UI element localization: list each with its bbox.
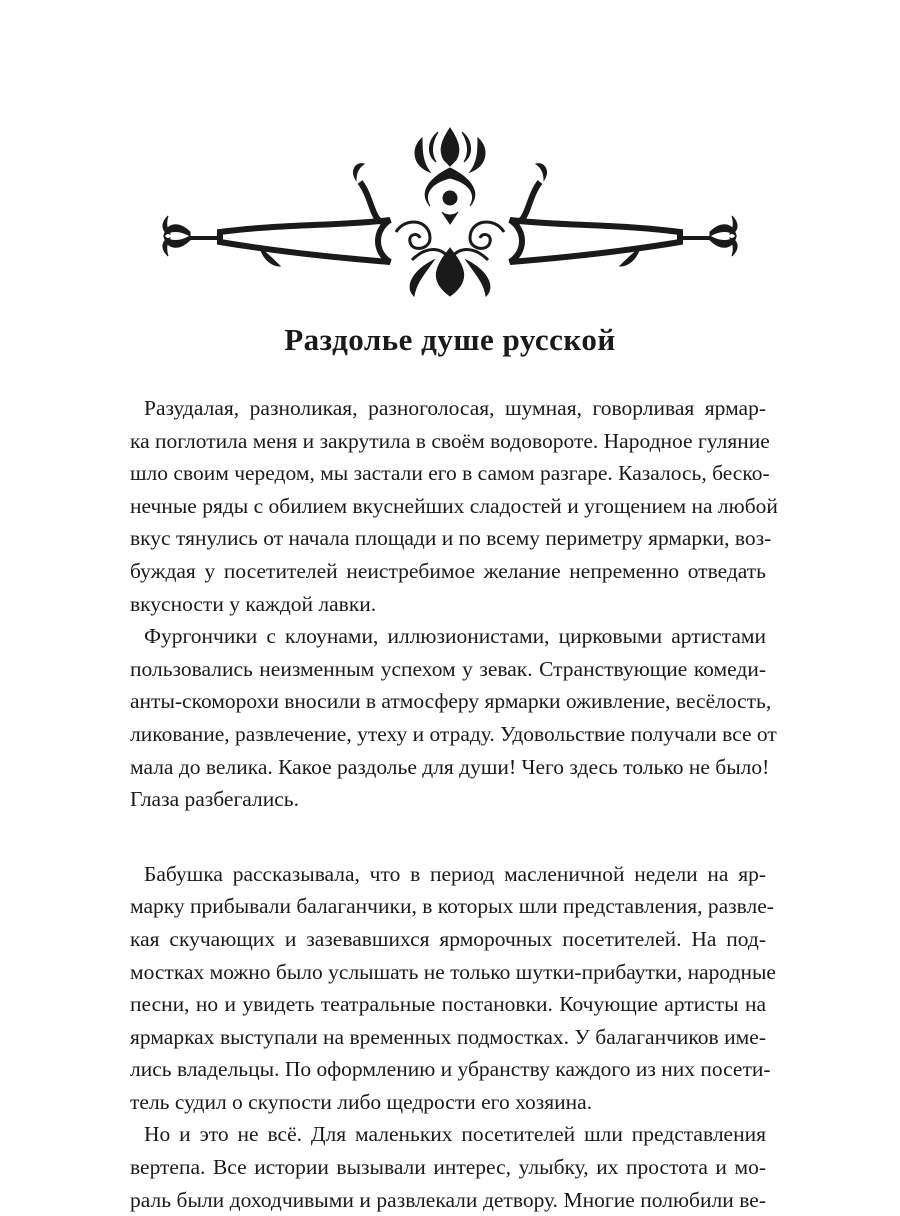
text-line: Бабушка рассказывала, что в период масленичной недели на яр- [144, 861, 766, 886]
chapter-title: Раздолье душе русской [284, 322, 616, 357]
text-line: нечные ряды с обилием вкуснейших сладостей и угощением на любой [130, 493, 778, 518]
text-line: пользовались неизменным успехом у зевак. Странствующие комеди- [130, 656, 766, 681]
text-line: ярмарках выступали на временных подмостках. У балаганчиков име- [130, 1024, 766, 1049]
text-line: ликование, развлечение, утеху и отраду. Удовольствие получали все от [130, 721, 777, 746]
text-line: Глаза разбегались. [130, 787, 299, 812]
text-line: марку прибывали балаганчики, в которых шли представления, развле- [130, 894, 774, 919]
text-line: ка поглотила меня и закрутила в своём водовороте. Народное гуляние [130, 428, 770, 453]
text-line: шло своим чередом, мы застали его в самом разгаре. Казалось, беско- [130, 461, 770, 486]
paragraph [130, 1118, 766, 1216]
text-line: песни, но и увидеть театральные постановки. Кочующие артисты на [130, 992, 766, 1017]
decorative-ornament-icon [160, 120, 740, 300]
text-line: тель судил о скупости либо щедрости его хозяина. [130, 1089, 593, 1114]
body-text [130, 392, 778, 1216]
text-line: Но и это не всё. Для маленьких посетителей шли представления [144, 1122, 766, 1147]
paragraph [130, 858, 776, 1119]
text-line: мала до велика. Какое раздолье для души! Чего здесь только не было! [130, 754, 770, 779]
text-line: Разудалая, разноликая, разноголосая, шумная, говорливая ярмар- [144, 396, 766, 420]
text-line: вертепа. Все истории вызывали интерес, улыбку, их простота и мо- [130, 1155, 766, 1180]
text-line: мостках можно было услышать не только шутки-прибаутки, народные [130, 959, 776, 984]
text-line: раль были доходчивыми и развлекали детвору. Многие полюбили ве- [130, 1187, 766, 1212]
text-line: кая скучающих и зазевавшихся ярморочных посетителей. На под- [130, 926, 766, 951]
text-line: буждая у посетителей неистребимое желание непременно отведать [130, 558, 766, 583]
text-line: лись владельцы. По оформлению и убранству каждого из них посети- [130, 1057, 771, 1082]
text-line: анты-скоморохи вносили в атмосферу ярмарки оживление, весёлость, [130, 689, 772, 714]
text-line: Фургончики с клоунами, иллюзионистами, цирковыми артистами [144, 624, 766, 649]
text-line: вкусности у каждой лавки. [130, 591, 377, 616]
text-line: вкус тянулись от начала площади и по всему периметру ярмарки, воз- [130, 526, 772, 551]
paragraph [130, 620, 777, 816]
paragraph [130, 392, 778, 620]
